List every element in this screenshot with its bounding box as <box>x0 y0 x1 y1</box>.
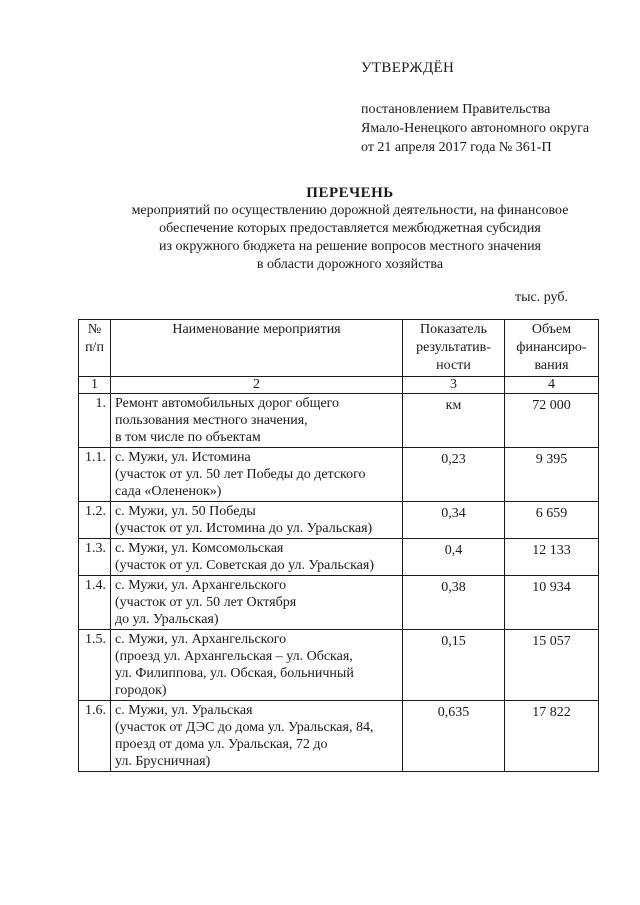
document-title: ПЕРЕЧЕНЬ <box>306 185 394 201</box>
row-number: 1.4. <box>79 576 111 630</box>
header-volume-line: вания <box>534 358 569 373</box>
table-header-row <box>79 320 599 377</box>
row-name-line: до ул. Уральская) <box>115 612 219 627</box>
row-name-line: (участок от ул. 50 лет Победы до детского <box>115 467 366 482</box>
row-name-line: в том числе по объектам <box>115 430 261 445</box>
table-row <box>79 448 599 502</box>
row-name <box>111 394 403 448</box>
approval-reference <box>361 100 589 157</box>
row-name-line: (участок от ул. 50 лет Октября <box>115 595 297 610</box>
row-name-line: с. Мужи, ул. 50 Победы <box>115 504 256 519</box>
row-name-line: ул. Брусничная) <box>115 754 211 769</box>
row-indicator: 0,4 <box>403 539 505 576</box>
row-name <box>111 576 403 630</box>
row-name-line: (участок от ул. Советская до ул. Уральская) <box>115 558 374 573</box>
header-no-line: № <box>87 322 102 337</box>
header-indicator-line: ности <box>436 358 471 373</box>
header-indicator-line: результатив- <box>416 340 491 355</box>
row-name-line: проезд от дома ул. Уральская, 72 до <box>115 737 328 752</box>
row-indicator: 0,38 <box>403 576 505 630</box>
row-indicator: 0,635 <box>403 701 505 772</box>
row-name-line: (участок от ул. Истомина до ул. Уральская) <box>115 521 373 536</box>
table-row <box>79 630 599 701</box>
column-number: 1 <box>79 377 111 394</box>
row-name-line: с. Мужи, ул. Архангельского <box>115 632 287 647</box>
row-indicator: 0,15 <box>403 630 505 701</box>
row-volume: 15 057 <box>505 630 599 701</box>
column-number: 2 <box>111 377 403 394</box>
row-name-line: Ремонт автомобильных дорог общего <box>115 396 340 411</box>
row-name-line: с. Мужи, ул. Комсомольская <box>115 541 284 556</box>
document-title-block <box>90 184 610 274</box>
row-indicator: 0,23 <box>403 448 505 502</box>
row-number: 1.3. <box>79 539 111 576</box>
row-name-line: (участок от ДЭС до дома ул. Уральская, 84, <box>115 720 374 735</box>
row-name-line: с. Мужи, ул. Истомина <box>115 450 251 465</box>
row-volume: 17 822 <box>505 701 599 772</box>
approval-line: постановлением Правительства <box>361 102 551 117</box>
row-volume: 12 133 <box>505 539 599 576</box>
row-name <box>111 701 403 772</box>
header-volume-line: финансиро- <box>516 340 587 355</box>
row-name-line: сада «Олененок») <box>115 484 222 499</box>
row-indicator: км <box>403 394 505 448</box>
row-name-line: пользования местного значения, <box>115 413 308 428</box>
subtitle-line: обеспечение которых предоставляется межбюджетная субсидия <box>159 221 541 236</box>
header-indicator <box>403 320 505 377</box>
row-name <box>111 502 403 539</box>
row-name-line: ул. Филиппова, ул. Обская, больничный <box>115 666 354 681</box>
row-number: 1.1. <box>79 448 111 502</box>
row-indicator: 0,34 <box>403 502 505 539</box>
row-number: 1.6. <box>79 701 111 772</box>
table-row <box>79 502 599 539</box>
row-name <box>111 539 403 576</box>
row-volume: 10 934 <box>505 576 599 630</box>
subtitle-line: мероприятий по осуществлению дорожной деятельности, на финансовое <box>131 203 569 218</box>
row-volume: 72 000 <box>505 394 599 448</box>
measures-table <box>78 319 599 772</box>
row-name-line: (проезд ул. Архангельская – ул. Обская, <box>115 649 353 664</box>
row-name-line: с. Мужи, ул. Архангельского <box>115 578 287 593</box>
row-name <box>111 448 403 502</box>
header-no <box>79 320 111 377</box>
row-volume: 6 659 <box>505 502 599 539</box>
table-row <box>79 394 599 448</box>
approval-line: от 21 апреля 2017 года № 361-П <box>361 140 552 155</box>
row-number: 1.5. <box>79 630 111 701</box>
table-row <box>79 701 599 772</box>
row-number: 1. <box>79 394 111 448</box>
header-name <box>111 320 403 377</box>
row-number: 1.2. <box>79 502 111 539</box>
subtitle-line: в области дорожного хозяйства <box>256 257 444 272</box>
units-label: тыс. руб. <box>515 290 568 305</box>
row-name-line: с. Мужи, ул. Уральская <box>115 703 253 718</box>
header-no-line: п/п <box>85 340 104 355</box>
table-row <box>79 576 599 630</box>
header-volume <box>505 320 599 377</box>
header-indicator-line: Показатель <box>420 322 487 337</box>
table-row <box>79 539 599 576</box>
header-volume-line: Объем <box>531 322 572 337</box>
header-name-line: Наименование мероприятия <box>172 322 341 337</box>
row-volume: 9 395 <box>505 448 599 502</box>
column-numbers-row <box>79 377 599 394</box>
column-number: 3 <box>403 377 505 394</box>
approval-line: Ямало-Ненецкого автономного округа <box>361 121 590 136</box>
document-subtitle <box>90 202 610 274</box>
row-name <box>111 630 403 701</box>
approval-heading: УТВЕРЖДЁН <box>361 60 455 76</box>
column-number: 4 <box>505 377 599 394</box>
subtitle-line: из окружного бюджета на решение вопросов местного значения <box>159 239 541 254</box>
row-name-line: городок) <box>115 683 167 698</box>
